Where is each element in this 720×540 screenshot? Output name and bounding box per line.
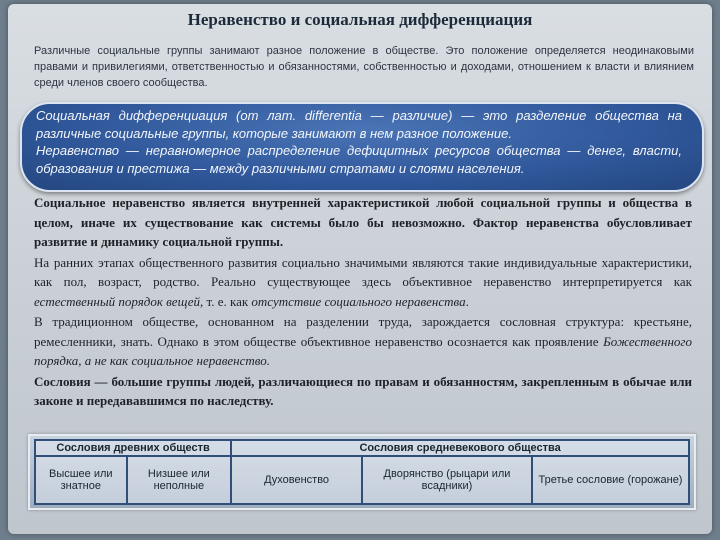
page-title: Неравенство и социальная дифференциация [187, 10, 533, 29]
definition-differentiation: Социальная дифференциация (от лат. differentia — различие) — это разделение общества на различные социальные группы, которые занимают в нем разное положение. [36, 108, 682, 141]
cell-clergy: Духовенство [231, 456, 362, 504]
intro-paragraph: Различные социальные группы занимают разное положение в обществе. Это положение определяется неодинаковыми правами и привилегиями, ответственностью и обязанностями, собственностью и доходами, отношением к власти и влиянием среди членов своего сообщества. [34, 45, 694, 89]
cell-low-estate: Низшее или неполные [127, 456, 232, 504]
cell-high-estate: Высшее или знатное [35, 456, 127, 504]
paragraph-inequality: Социальное неравенство является внутренней характеристикой любой социальной группы и общества в целом, иначе их существование как системы было бы невозможно. Фактор неравенства обусловливает развитие и динамику социальной группы. [34, 195, 692, 249]
definition-inequality: Неравенство — неравномерное распределение дефицитных ресурсов общества — денег, власти, образования и престижа — между различными стратами и слоями населения. [36, 143, 682, 176]
main-text [34, 193, 692, 412]
estates-table [34, 439, 690, 505]
definition-text [36, 107, 682, 177]
text-italic: естественный порядок вещей [34, 293, 200, 309]
text-segment: , т. е. как [199, 293, 252, 309]
text-italic: Божественного порядка, а не как социальное неравенство. [34, 333, 692, 368]
cell-third-estate: Третье сословие (горожане) [532, 456, 689, 504]
text-segment: . [465, 293, 469, 309]
header-ancient: Сословия древних обществ [35, 440, 231, 456]
paragraph-estates: Сословия — большие группы людей, различающиеся по правам и обязанностям, закрепленным в обычае или законе и передававшимся по наследству. [34, 373, 692, 408]
text-italic: отсутствие социального неравенства [251, 293, 466, 309]
cell-nobility: Дворянство (рыцари или всадники) [362, 456, 532, 504]
paragraph-traditional-society [34, 312, 692, 371]
text-segment: На ранних этапах общественного развития социально значимыми являются такие индивидуальные характеристики, как пол, возраст, родство. Реально существующее здесь объективное неравенство интерпретируется как [34, 254, 692, 289]
header-medieval: Сословия средневекового общества [231, 440, 689, 456]
estates-table-frame [28, 434, 696, 510]
text-segment: В традиционном обществе, основанном на разделении труда, зарождается сословная структура: крестьяне, ремесленники, знать. Однако в этом обществе объективное неравенство осознается как проявление [34, 314, 692, 349]
paragraph-early-stages [34, 253, 692, 312]
